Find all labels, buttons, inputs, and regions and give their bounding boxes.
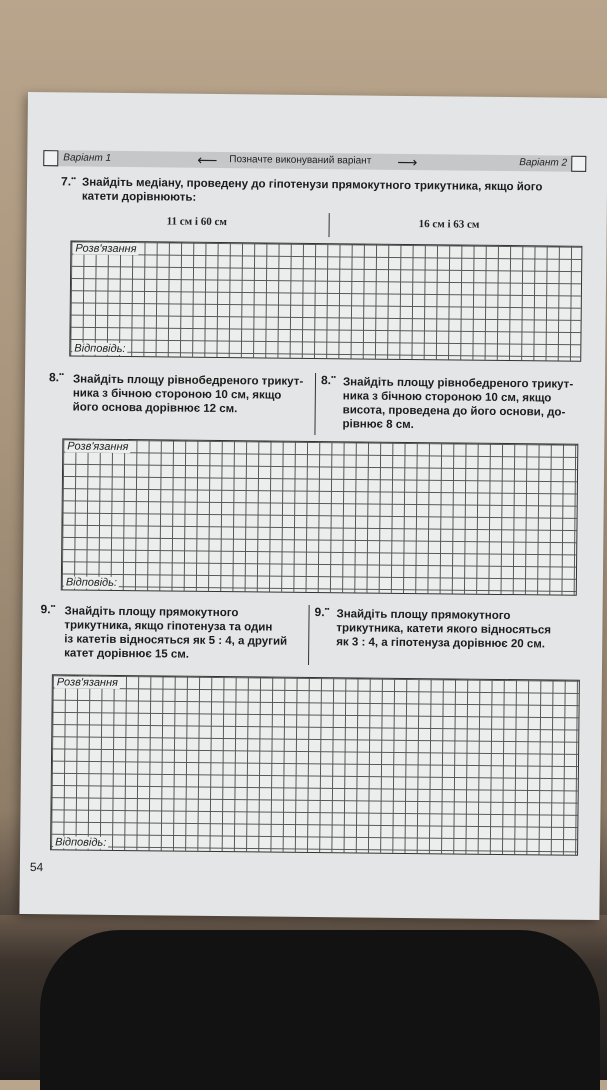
arrow-right-icon: ⟶ [397,153,418,171]
page-number: 54 [29,860,44,875]
worksheet-page [19,92,607,920]
q9-v1-text [64,604,315,663]
q8-v2-line-3: висота, проведена до його основи, до- [342,404,566,419]
q9-v2-line-1: Знайдіть площу прямокутного [336,608,511,623]
q8-divider [314,373,316,435]
q9-v2-text [336,607,586,652]
q7-line-1: Знайдіть медіану, проведену до гіпотенузи прямокутного трикутника, якщо його [81,176,543,194]
variant1-checkbox[interactable] [43,150,58,166]
q9-v2-number: 9.•• [314,605,330,620]
q8-answer-label: Відповідь: [65,576,118,589]
q9-v2-line-2: трикутника, катети якого відносяться [336,622,552,637]
q7-answer-label: Відповідь: [74,342,126,356]
q7-text [82,176,592,209]
q7-divider [328,213,329,237]
q7-variant1-value: 11 см і 60 см [166,215,227,229]
q8-v1-line-3: його основа дорівнює 12 см. [72,401,238,416]
dark-cloth [40,930,600,1090]
variant-header-bar [57,150,585,172]
q9-solution-grid[interactable] [50,674,580,856]
q7-solution-label: Розв'язання [75,242,137,256]
q9-answer-label: Відповідь: [55,836,107,849]
q8-v1-text [73,372,313,417]
q7-variant2-value: 16 см і 63 см [418,218,480,231]
variant-instruction: Позначте виконуваний варіант [229,154,372,167]
arrow-left-icon: ⟵ [197,151,218,168]
variant2-checkbox[interactable] [571,156,586,172]
q8-v2-line-1: Знайдіть площу рівнобедреного трикут- [342,376,574,391]
q9-v1-number: 9.•• [40,602,56,617]
variant1-label: Варіант 1 [63,152,112,164]
q9-v1-line-1: Знайдіть площу прямокутного [64,605,239,620]
q8-v2-line-4: рівнює 8 см. [342,418,414,432]
q9-v1-line-2: трикутника, якщо гіпотенуза та один [64,619,273,634]
q7-line-2: катети дорівнюють: [81,190,197,204]
q7-number: 7.•• [60,174,77,189]
q9-v1-line-3: із катетів відносяться як 5 : 4, а другий [64,633,288,648]
variant2-label: Варіант 2 [519,157,568,169]
q8-solution-grid[interactable] [61,438,579,595]
q8-v1-number: 8.•• [48,370,64,385]
q8-v2-number: 8.•• [320,373,336,388]
q8-v1-line-2: ника з бічною стороною 10 см, якщо [72,387,282,402]
q8-v1-line-1: Знайдіть площу рівнобедреного трикут- [72,373,304,388]
q9-v1-line-4: катет дорівнює 15 см. [64,647,190,661]
q7-solution-grid[interactable] [69,240,582,361]
q9-v2-line-3: як 3 : 4, а гіпотенуза дорівнює 20 см. [336,636,546,651]
q8-solution-label: Розв'язання [67,440,129,454]
q8-v2-text [342,375,593,434]
q8-v2-line-2: ника з бічною стороною 10 см, якщо [342,390,552,405]
q9-solution-label: Розв'язання [56,676,119,689]
